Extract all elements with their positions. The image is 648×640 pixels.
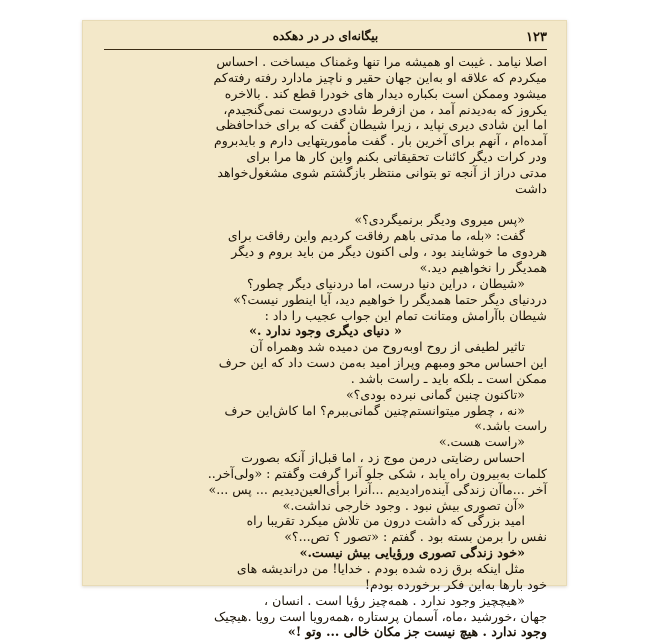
text-line: «نه ، چطور میتوانستم‌چنین گمانی‌ببرم؟ اما کاش‌این حرف bbox=[224, 402, 525, 418]
text-line: هردوی ما خوشایند بود ، ولی اکنون دیگر من باید بروم و دیگر bbox=[231, 244, 547, 260]
text-line: شیطان باآرامش ومتانت تمام این جواب عجیب را داد : bbox=[264, 307, 547, 323]
text-line: دردنیای دیگر حتما همدیگر را خواهیم دید، آیا اینطور نیست؟» bbox=[233, 291, 547, 307]
text-line: «هیچچیز وجود ندارد . همه‌چیز رؤیا است . انسان ، bbox=[264, 592, 525, 608]
text-line: «تاکنون چنین گمانی نبرده بودی؟» bbox=[345, 386, 525, 402]
text-line: «خود زندگی تصوری ورؤیایی بیش نیست.» bbox=[299, 545, 525, 561]
text-line: تاثیر لطیفی از روح اوبه‌روح من دمیده شد وهمراه آن bbox=[249, 339, 525, 355]
text-line: ودر کرات دیگر کائنات تحقیقاتی بکنم واین کار ها مرا برای bbox=[246, 149, 547, 165]
text-line: میکردم که علاقه او به‌این جهان حقیر و ناچیز مادارد رفته رفته‌کم bbox=[213, 69, 547, 85]
text-line: وجود ندارد . هیچ نیست جز مکان خالی ... وتو !» bbox=[287, 624, 547, 640]
text-line: مثل اینکه برق زده شده بودم . خدایا! من دراندیشه های bbox=[236, 561, 525, 576]
text-line: اصلا نیامد . غیبت او همیشه مرا تنها وغمناک میساخت . احساس bbox=[216, 54, 547, 69]
header-rule bbox=[104, 49, 547, 50]
text-line: اما این شادی دیری نپاید ، زیرا شیطان گفت که برای خداحافظی bbox=[215, 117, 547, 133]
page-body-text bbox=[104, 54, 547, 640]
text-line: جهان ،خورشید ،ماه، آسمان پرستاره ،همه‌رویا است رویا .هیچیک bbox=[214, 608, 547, 624]
text-line: یکروز که به‌دیدنم آمد ، من ازفرط شادی دربوست نمی‌گنجیدم، bbox=[223, 101, 547, 117]
text-line: کلمات به‌بیرون راه یابد ، شکی جلو آنرا گرفت وگفتم : «ولی‌آخر.. bbox=[207, 465, 547, 481]
text-line: راست باشد.» bbox=[474, 418, 547, 434]
text-line: گفت: «بله، ما مدتی باهم رفاقت کردیم واین رفاقت برای bbox=[227, 228, 525, 244]
text-line: ممکن است ـ بلکه باید ـ راست باشد . bbox=[350, 370, 547, 386]
text-line: خود بارها به‌این فکر برخورده بودم! bbox=[364, 576, 547, 592]
page-number: ۱۲۳ bbox=[526, 30, 547, 45]
running-title: بیگانه‌ای در در دهکده bbox=[272, 29, 379, 43]
text-line: نفس را برمن بسته بود . گفتم : «تصور ؟ تص...؟» bbox=[284, 529, 547, 545]
text-line: همدیگر را نخواهیم دید.» bbox=[419, 259, 547, 275]
text-line: « دنیای دیگری وجود ندارد .» bbox=[249, 323, 402, 339]
text-line: امید بزرگی که داشت درون من تلاش میکرد تقریبا راه bbox=[246, 513, 525, 529]
text-line: «راست هست.» bbox=[438, 434, 525, 450]
text-line: میشود وممکن است بکباره دیدار های خودرا قطع کند . بالاخره bbox=[224, 85, 547, 101]
text-line bbox=[104, 197, 547, 213]
text-line: مدتی دراز از آنجه تو بتوانی منتظر بازگشتم شوی مشغول‌خواهد bbox=[217, 164, 547, 180]
text-line: آمده‌ام ، آنهم برای آخرین بار . گفت مأموریتهایی دارم و بایدبروم bbox=[213, 133, 547, 149]
text-line: «شیطان ، دراین دنیا درست، اما دردنیای دیگر چطور؟ bbox=[246, 275, 525, 291]
book-page bbox=[82, 20, 567, 640]
text-line: داشت bbox=[514, 180, 547, 196]
text-line: «آن تصوری بیش نبود . وجود خارجی نداشت.» bbox=[282, 497, 525, 513]
text-line: آخر ...ماآن زندگی آینده‌رادیدیم ...آنرا برأی‌العین‌دیدیم ... پس ...» bbox=[208, 481, 547, 497]
page-header bbox=[104, 28, 547, 50]
text-line: این احساس محو ومبهم وپراز امید به‌من دست داد که این حرف bbox=[218, 355, 547, 371]
text-line: «پس میروی ودیگر برنمیگردی؟» bbox=[354, 212, 525, 228]
text-line: احساس رضایتی درمن موج زد ، اما قبل‌از آنکه بصورت bbox=[241, 450, 525, 466]
